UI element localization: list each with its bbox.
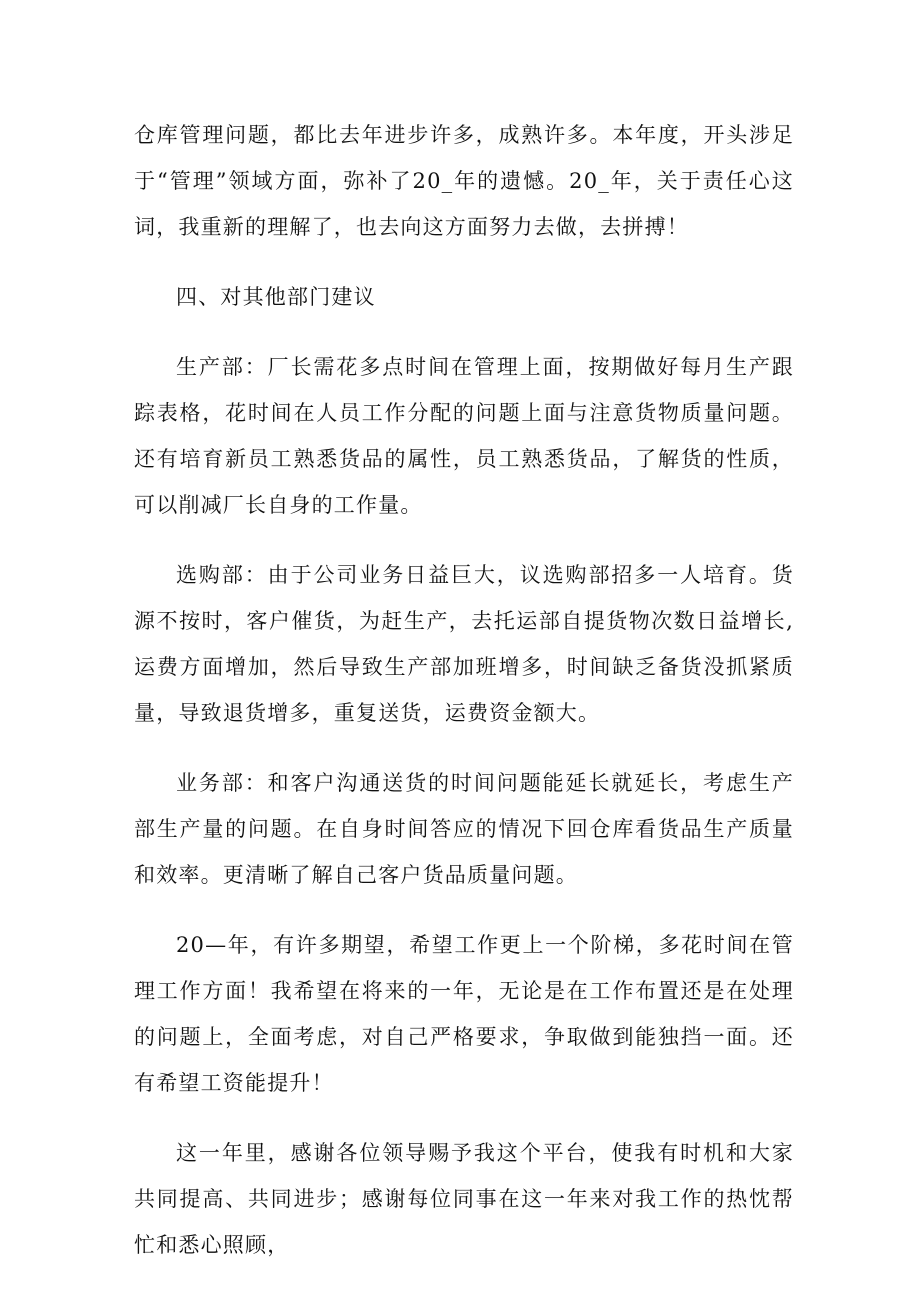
paragraph-production-department: 生产部：厂长需花多点时间在管理上面，按期做好每月生产跟踪表格，花时间在人员工作分配的问题上面与注意货物质量问题。还有培育新员工熟悉货品的属性，员工熟悉货品，了解货的性质，可以削减厂长自身的工作量。 xyxy=(134,355,794,517)
paragraph-thanks: 这一年里，感谢各位领导赐予我这个平台，使我有时机和大家共同提高、共同进步；感谢每位同事在这一年来对我工作的热忱帮忙和悉心照顾， xyxy=(134,1141,794,1257)
paragraph-warehouse-management: 仓库管理问题，都比去年进步许多，成熟许多。本年度，开头涉足于“管理”领域方面，弥补了20_年的遗憾。20_年，关于责任心这词，我重新的理解了，也去向这方面努力去做，去拼搏！ xyxy=(134,123,794,239)
document-body xyxy=(134,112,794,1268)
section-heading-department-suggestions: 四、对其他部门建议 xyxy=(176,285,376,309)
paragraph-expectations: 20—年，有许多期望，希望工作更上一个阶梯，多花时间在管理工作方面！我希望在将来的一年，无论是在工作布置还是在处理的问题上，全面考虑，对自己严格要求，争取做到能独挡一面。还有希望工资能提升！ xyxy=(134,933,794,1095)
paragraph-purchasing-department: 选购部：由于公司业务日益巨大，议选购部招多一人培育。货源不按时，客户催货，为赶生产，去托运部自提货物次数日益增长,运费方面增加，然后导致生产部加班增多，时间缺乏备货没抓紧质量，导致退货增多，重复送货，运费资金额大。 xyxy=(134,563,794,725)
paragraph-sales-department: 业务部：和客户沟通送货的时间问题能延长就延长，考虑生产部生产量的问题。在自身时间答应的情况下回仓库看货品生产质量和效率。更清晰了解自己客户货品质量问题。 xyxy=(134,771,794,887)
